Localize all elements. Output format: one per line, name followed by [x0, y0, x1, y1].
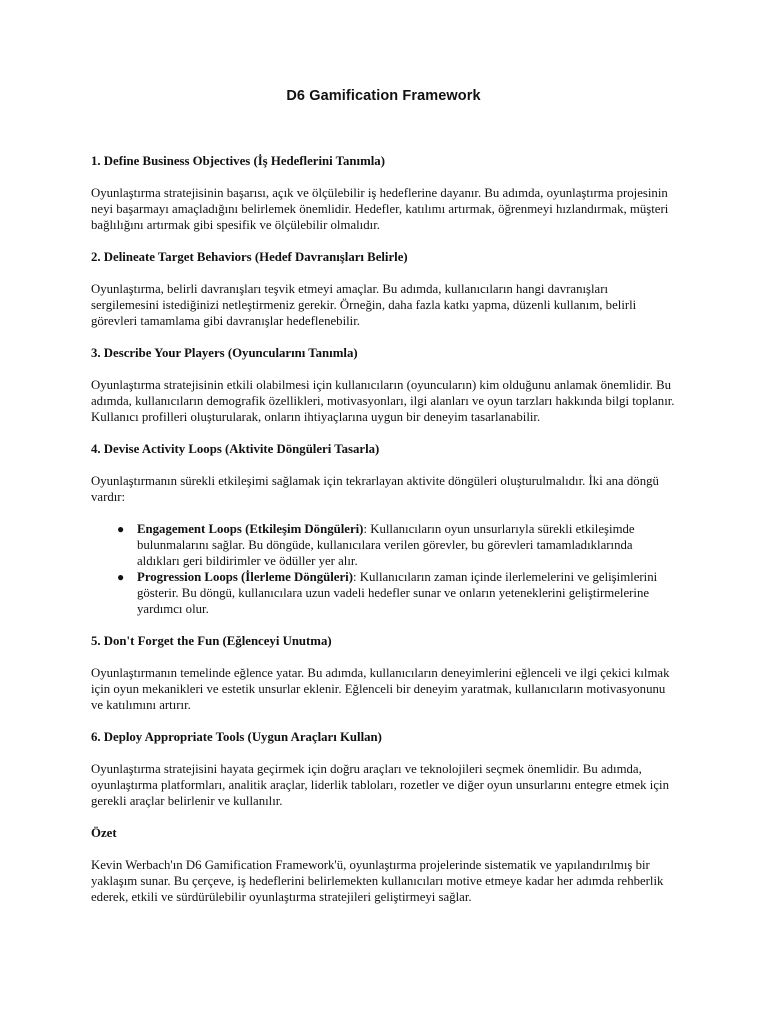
- list-item-term: Progression Loops (İlerleme Döngüleri): [137, 570, 353, 584]
- section-paragraph: Oyunlaştırma, belirli davranışları teşvik etmeyi amaçlar. Bu adımda, kullanıcıların hangi davranışları sergilemesini istediğinizi netleştirmeniz gerekir. Örneğin, daha fazla katkı yapma, düzenli kullanım, belirli görevleri tamamlama gibi davranışlar hedeflenebilir.: [91, 282, 637, 328]
- section-paragraph: Oyunlaştırma stratejisinin etkili olabilmesi için kullanıcıların (oyuncuların) kim olduğunu anlamak önemlidir. Bu adımda, kullanıcıların demografik özellikleri, motivasyonları, ilgi alanları ve oyun tarzları hakkında bilgi toplanır. Kullanıcı profilleri oluşturularak, onların ihtiyaçlarına uygun bir deneyim tasarlanabilir.: [91, 378, 675, 424]
- section-define-objectives: [91, 153, 676, 233]
- document-title: D6 Gamification Framework: [286, 88, 481, 104]
- bullet-icon: ●: [117, 522, 125, 536]
- section-summary: [91, 825, 676, 905]
- section-heading: Özet: [91, 826, 117, 840]
- section-dont-forget-fun: [91, 633, 676, 713]
- section-heading: 6. Deploy Appropriate Tools (Uygun Araçları Kullan): [91, 730, 382, 744]
- list-item-text: : Kullanıcıların zaman içinde ilerlemelerini ve gelişimlerini gösterir. Bu döngü, kullanıcılara uzun vadeli hedefler sunar ve onların yeteneklerini geliştirmelerine yardımcı olur.: [137, 570, 658, 616]
- section-heading: 1. Define Business Objectives (İş Hedeflerini Tanımla): [91, 154, 385, 168]
- list-item: [117, 521, 676, 569]
- section-paragraph: Oyunlaştırmanın sürekli etkileşimi sağlamak için tekrarlayan aktivite döngüleri oluşturulmalıdır. İki ana döngü vardır:: [91, 474, 659, 504]
- section-describe-players: [91, 345, 676, 425]
- section-paragraph: Oyunlaştırma stratejisini hayata geçirmek için doğru araçları ve teknolojileri seçmek önemlidir. Bu adımda, oyunlaştırma platformları, analitik araçlar, liderlik tabloları, rozetler ve diğer oyun unsurlarını entegre etmek için gerekli araçlar belirlenir ve kullanılır.: [91, 762, 669, 808]
- list-item-term: Engagement Loops (Etkileşim Döngüleri): [137, 522, 364, 536]
- section-deploy-tools: [91, 729, 676, 809]
- list-item: [117, 569, 676, 617]
- section-paragraph: Kevin Werbach'ın D6 Gamification Framework'ü, oyunlaştırma projelerinde sistematik ve yapılandırılmış bir yaklaşım sunar. Bu çerçeve, iş hedeflerini belirlemekten kullanıcıları motive etmeye kadar her adımda rehberlik ederek, etkili ve sürdürülebilir oyunlaştırma stratejileri geliştirmeyi sağlar.: [91, 858, 664, 904]
- section-target-behaviors: [91, 249, 676, 329]
- section-heading: 3. Describe Your Players (Oyuncularını Tanımla): [91, 346, 358, 360]
- section-paragraph: Oyunlaştırma stratejisinin başarısı, açık ve ölçülebilir iş hedeflerine dayanır. Bu adımda, oyunlaştırma projesinin neyi başarmayı amaçladığını belirlemek önemlidir. Hedefler, katılımı artırmak, öğrenmeyi hızlandırmak, müşteri bağlılığını artırmak gibi spesifik ve ölçülebilir olmalıdır.: [91, 186, 669, 232]
- section-heading: 2. Delineate Target Behaviors (Hedef Davranışları Belirle): [91, 250, 408, 264]
- section-heading: 4. Devise Activity Loops (Aktivite Döngüleri Tasarla): [91, 442, 380, 456]
- section-heading: 5. Don't Forget the Fun (Eğlenceyi Unutma): [91, 634, 332, 648]
- loop-list: [91, 521, 676, 617]
- section-activity-loops: [91, 441, 676, 617]
- bullet-icon: ●: [117, 570, 125, 584]
- section-paragraph: Oyunlaştırmanın temelinde eğlence yatar. Bu adımda, kullanıcıların deneyimlerini eğlenceli ve ilgi çekici kılmak için oyun mekanikleri ve estetik unsurlar eklenir. Eğlenceli bir deneyim yaratmak, kullanıcıların motivasyonunu ve katılımını artırır.: [91, 666, 670, 712]
- list-item-text: : Kullanıcıların oyun unsurlarıyla sürekli etkileşimde bulunmalarını sağlar. Bu döngüde, kullanıcılara verilen görevler, bu görevleri tamamladıklarında aldıkları geri bildirimler ve ödüller yer alır.: [137, 522, 635, 568]
